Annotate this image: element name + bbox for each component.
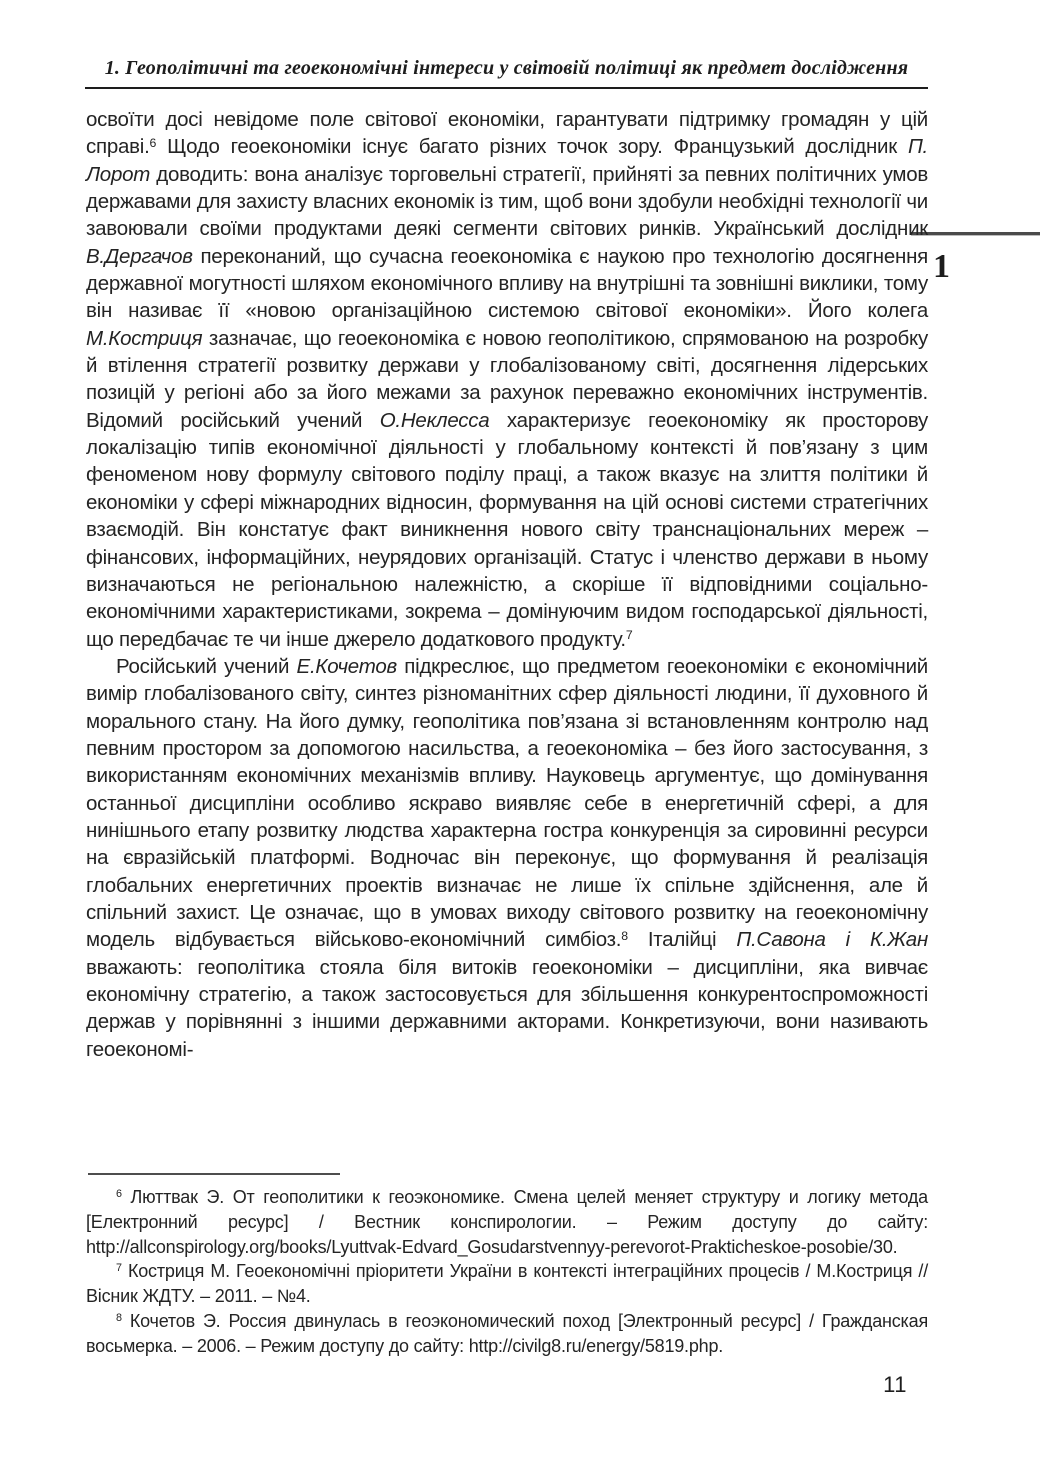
chapter-header-title: 1. Геополітичні та геоекономічні інтереси у світовій політиці як предмет дослідження [104, 57, 909, 79]
footnotes [86, 1185, 928, 1359]
body-text [86, 106, 928, 1063]
footnote-8-number: 8 [116, 1312, 122, 1325]
footnote-6 [86, 1185, 928, 1259]
margin-tab-line [911, 232, 1040, 236]
footnote-7-number: 7 [116, 1262, 122, 1275]
footnote-separator [88, 1173, 340, 1175]
footnote-6-number: 6 [116, 1188, 122, 1201]
chapter-number-tab: 1 [933, 248, 950, 285]
footnote-6-text: Люттвак Э. От геополитики к геоэкономике. Смена целей меняет структуру и логику метода [Електронний ресурс] / Вестник конспирологии. – Режим доступу до сайту: http://allconspirology.org/books/Lyuttvak-Edvard_Gosudarstvennyy-perevorot-Prakticheskoe-posobie/30. [86, 1187, 928, 1257]
footnote-7-text: Костриця М. Геоекономічні пріоритети України в контексті інтеграційних процесів / М.Костриця // Вісник ЖДТУ. – 2011. – №4. [86, 1261, 928, 1307]
footnote-7 [86, 1259, 928, 1309]
paragraph-1: освоїти досі невідоме поле світової економіки, гарантувати підтримку громадян у цій справі.$^6$ Щодо геоекономіки існує багато різних точок зору. Французький дослідник П. Лорот доводить: вона аналізує торговельні стратегії, прийняті за певних політичних умов державами для захисту власних економік із тим, щоб вони здобули необхідні технології чи завоювали своїми продуктами деякі сегменти світових ринків. Український дослідник В.Дергачов переконаний, що сучасна геоекономіка є наукою про технологію досягнення державної могутності шляхом економічного впливу на внутрішні та зовнішні виклики, тому він називає її «новою організаційною системою світової економіки». Його колега М.Костриця зазначає, що геоекономіка є новою геополітикою, спрямованою на розробку й втілення стратегії розвитку держави у глобалізованому світі, досягнення лідерських позицій у регіоні або за його межами за рахунок переважно економічних інструментів. Відомий російський учений О.Неклесса характеризує геоекономіку як просторову локалізацію типів економічної діяльності у глобальному контексті й пов’язану з цим феноменом нову формулу світового поділу праці, а також вказує на злиття політики й економіки у сфері міжнародних відносин, формування на цій основі системи стратегічних взаємодій. Він констатує факт виникнення нового світу транснаціональних мереж – фінансових, інформаційних, неурядових організацій. Статус і членство держави в ньому визначаються не регіональною належністю, а скоріше її відповідними соціально-економічними характеристиками, зокрема – домінуючим видом господарської діяльності, що передбачає те чи інше джерело додаткового продукту.$^7$ [86, 108, 929, 651]
paragraph-2: Російський учений Е.Кочетов підкреслює, що предметом геоекономіки є економічний вимір глобалізованого світу, синтез різноманітних сфер діяльності людини, її духовного й морального стану. На його думку, геополітика пов’язана зі встановленням контролю над певним простором за допомогою насильства, а геоекономіка – без його застосування, з використанням економічних механізмів впливу. Науковець аргументує, що домінування останньої дисципліни особливо яскраво виявляє себе в енергетичній сфері, а для нинішнього етапу розвитку людства характерна гостра конкуренція за сировинні ресурси на євразійській платформі. Водночас він переконує, що формування й реалізація глобальних енергетичних проектів визначає не лише їх спільне здійснення, але й спільний захист. Це означає, що в умовах виходу світового розвитку на геоекономічну модель відбувається військово-економічний симбіоз.$^8$ Італійці П.Савона і К.Жан вважають: геополітика стояла біля витоків геоекономіки – дисципліни, яка вивчає економічну стратегію, а також застосовується для збільшення конкурентоспроможності держав у порівнянні з іншими державними акторами. Конкретизуючи, вони називають геоекономі- [86, 654, 928, 1061]
footnote-8 [86, 1309, 928, 1359]
running-header [85, 56, 928, 89]
page-number: 11 [883, 1372, 907, 1397]
footnote-8-text: Кочетов Э. Россия двинулась в геоэкономический поход [Электронный ресурс] / Гражданская восьмерка. – 2006. – Режим доступу до сайту: http://civilg8.ru/energy/5819.php. [86, 1310, 928, 1356]
